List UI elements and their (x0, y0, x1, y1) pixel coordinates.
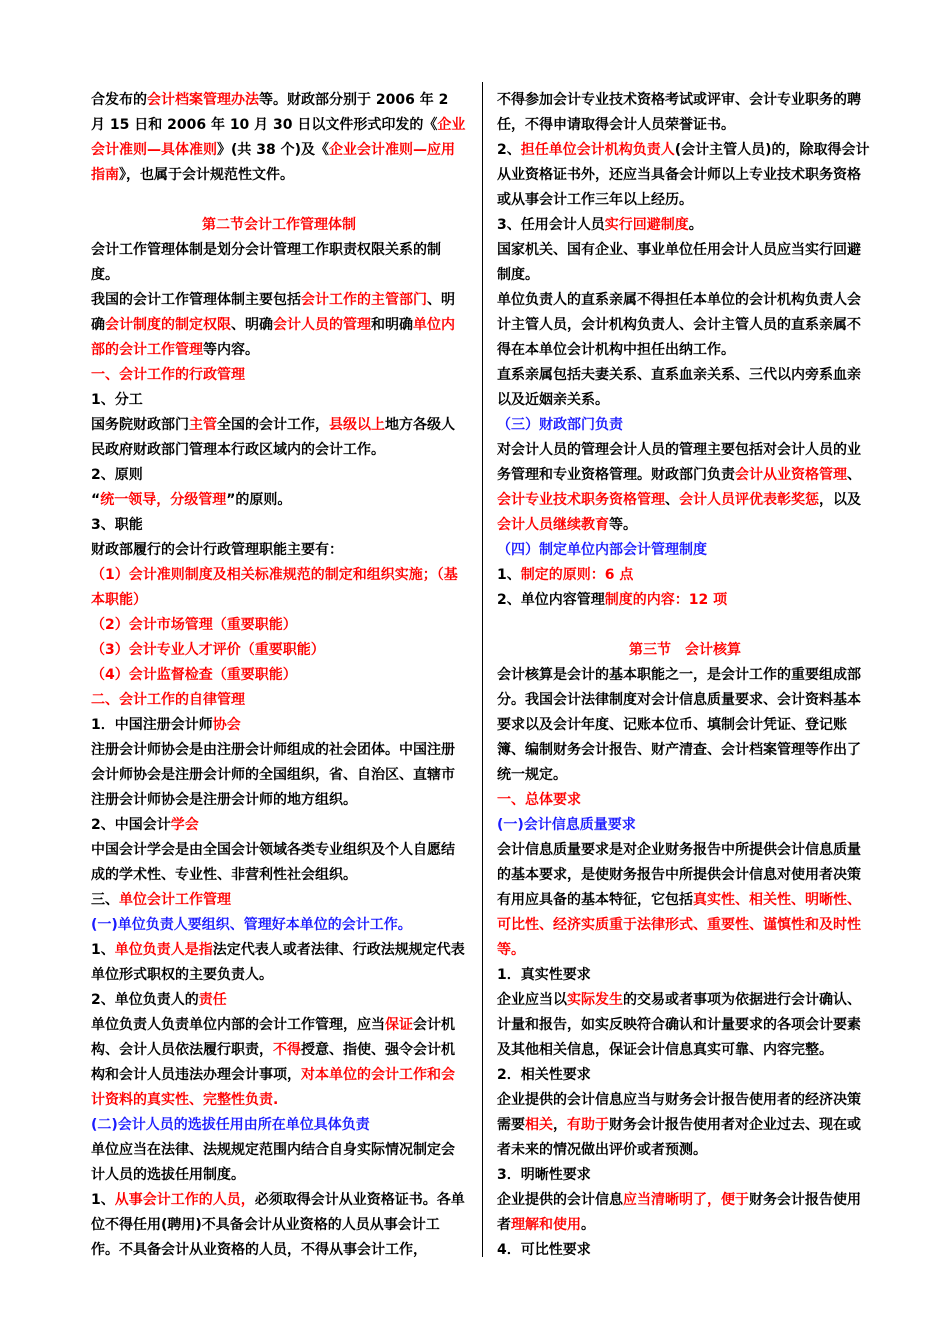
paragraph (91, 688, 467, 713)
paragraph (91, 613, 467, 638)
highlighted-text: 应当清晰明了， (623, 1192, 721, 1208)
text-run: 地方各级人民政府财政部门管理本行政区域内的会计工作。 (91, 417, 455, 458)
text-run: 3、职能 (91, 517, 143, 533)
text-run: “ (91, 492, 101, 508)
column-divider (482, 82, 483, 1257)
text-run: 全国的会计工作， (217, 417, 329, 433)
text-run: ，以及 (819, 492, 861, 508)
highlighted-text: 真实性、相关性、明晰性、可比性、经济实质重于法律形式、重要性、谨慎性和及时性等。 (497, 892, 861, 958)
text-run: 必须取得会计从业资格证书。各单位不得任用(聘用)不具备会计从业资格的人员从事会计工作。不具备会计从业资格的人员，不得从事会计工作， (91, 1192, 465, 1258)
paragraph (91, 238, 467, 288)
paragraph (91, 88, 467, 188)
text-run: 直系亲属包括夫妻关系、直系血亲关系、三代以内旁系血亲以及近姻亲关系。 (497, 367, 861, 408)
text-run: ”的原则。 (226, 492, 292, 508)
highlighted-text: 会计人员评优表彰奖惩 (679, 492, 819, 508)
paragraph (91, 738, 467, 813)
paragraph (91, 1188, 467, 1263)
paragraph (91, 488, 467, 513)
highlighted-text: 统一领导，分级管理 (100, 492, 227, 508)
paragraph (497, 363, 873, 413)
highlighted-text: （4）会计监督检查（重要职能） (91, 667, 297, 683)
text-run: 等。 (609, 517, 637, 533)
paragraph (497, 213, 873, 238)
text-run: 4．可比性要求 (497, 1242, 591, 1258)
subheading-text: （四）制定单位内部会计管理制度 (497, 542, 707, 558)
highlighted-text: 担任单位会计机构负责人 (520, 142, 675, 158)
paragraph (497, 88, 873, 138)
right-column (497, 88, 873, 1263)
text-run: 等内容。 (203, 342, 259, 358)
highlighted-text: 有助于 (567, 1117, 609, 1133)
paragraph (497, 238, 873, 288)
text-run: 企业提供的会计信息应当与财务会计报告使用者的经济决策需要 (497, 1092, 861, 1133)
paragraph (497, 963, 873, 988)
highlighted-text: 制定的原则：6 点 (520, 567, 634, 583)
text-run: 》，也属于会计规范性文件。 (119, 167, 294, 183)
paragraph (497, 413, 873, 438)
text-run: 会计信息质量要求是对企业财务报告中所提供会计信息质量的基本要求，是使财务报告中所提供会计信息对使用者决策有用应具备的基本特征，它包括 (497, 842, 861, 908)
text-run: 。 (688, 217, 703, 233)
text-run: 2、原则 (91, 467, 143, 483)
text-run: 、 (665, 492, 679, 508)
text-run: 不得参加会计专业技术资格考试或评审、会计专业职务的聘任，不得申请取得会计人员荣誉证书。 (497, 92, 861, 133)
paragraph (497, 438, 873, 538)
highlighted-text: 对本单位的会计工作和会计资料的真实性、完整性负责. (91, 1067, 455, 1108)
text-run: 1、分工 (91, 392, 143, 408)
paragraph (91, 913, 467, 938)
paragraph (497, 288, 873, 363)
paragraph (91, 463, 467, 488)
text-run: 1、 (91, 942, 115, 958)
text-run: 对会计人员的管理会计人员的管理主要包括对会计人员的业务管理和专业资格管理。财政部门负责 (497, 442, 861, 483)
subheading-text: (一)会计信息质量要求 (497, 817, 636, 833)
paragraph (497, 788, 873, 813)
text-run: 3、任用会计人员 (497, 217, 605, 233)
text-run: 单位应当在法律、法规规定范围内结合自身实际情况制定会计人员的选拔任用制度。 (91, 1142, 455, 1183)
highlighted-text: 第三节 会计核算 (629, 642, 741, 658)
text-run: 财务会计报告使用者对企业过去、现在或者未来的情况做出评价或者预测。 (497, 1117, 861, 1158)
section-heading (91, 213, 467, 238)
paragraph-spacer (91, 188, 467, 213)
highlighted-text: 从事会计工作的人员， (114, 1192, 255, 1208)
text-run: 企业应当以 (497, 992, 567, 1008)
subheading-text: (二)会计人员的选拔任用由所在单位具体负责 (91, 1117, 370, 1133)
paragraph (497, 538, 873, 563)
highlighted-text: 会计工作的主管部门 (301, 292, 427, 308)
highlighted-text: 学会 (170, 817, 199, 833)
text-run: 国务院财政部门 (91, 417, 189, 433)
text-run: 合发布的 (91, 92, 147, 108)
paragraph (91, 563, 467, 613)
paragraph (497, 813, 873, 838)
text-run: 我国的会计工作管理体制主要包括 (91, 292, 301, 308)
paragraph (497, 1088, 873, 1163)
highlighted-text: 二、会计工作的自律管理 (91, 692, 245, 708)
text-run: 三、 (91, 892, 119, 908)
text-run: 2、单位内容管理 (497, 592, 605, 608)
section-heading (497, 638, 873, 663)
paragraph (91, 1113, 467, 1138)
paragraph (91, 638, 467, 663)
text-run: 法定代表人或者法律、行政法规规定代表单位形式职权的主要负责人。 (91, 942, 465, 983)
highlighted-text: 责任 (198, 992, 227, 1008)
subheading-text: (一)单位负责人要组织、管理好本单位的会计工作。 (91, 917, 412, 933)
text-run: 。 (581, 1217, 595, 1233)
text-run: 2、中国会计 (91, 817, 171, 833)
text-run: 、明确 (91, 292, 455, 333)
text-run: (会计主管人员)的，除取得会计从业资格证书外，还应当具备会计师以上专业技术职务资格或从事会计工作三年以上经历。 (497, 142, 870, 208)
highlighted-text: 企业会计准则—应用指南 (91, 142, 456, 183)
highlighted-text: （1）会计准则制度及相关标准规范的制定和组织实施；（基本职能） (91, 567, 458, 608)
text-run: 的交易或者事项为依据进行会计确认、计量和报告，如实反映符合确认和计量要求的各项会计要素及其他相关信息，保证会计信息真实可靠、内容完整。 (497, 992, 861, 1058)
text-run: 财务会计报告使用者 (497, 1192, 861, 1233)
paragraph (91, 888, 467, 913)
text-run: 国家机关、国有企业、事业单位任用会计人员应当实行回避制度。 (497, 242, 861, 283)
text-run: 企业提供的会计信息 (497, 1192, 623, 1208)
highlighted-text: 第二节会计工作管理体制 (202, 217, 356, 233)
highlighted-text: 实际发生 (567, 992, 623, 1008)
paragraph (497, 663, 873, 788)
text-run: 和明确 (371, 317, 413, 333)
highlighted-text: 一、会计工作的行政管理 (91, 367, 245, 383)
highlighted-text: 便于 (721, 1192, 749, 1208)
paragraph (91, 1013, 467, 1113)
left-column (91, 88, 467, 1263)
text-run: 3．明晰性要求 (497, 1167, 591, 1183)
paragraph (497, 138, 873, 213)
text-run: 2、 (497, 142, 521, 158)
paragraph (91, 1138, 467, 1188)
paragraph (91, 538, 467, 563)
paragraph (497, 588, 873, 613)
text-run: 等。财政部分别于 2006 年 2 月 15 日和 2006 年 10 月 30 日以文件形式印发的《 (91, 92, 449, 133)
highlighted-text: （3）会计专业人才评价（重要职能） (91, 642, 325, 658)
paragraph (91, 413, 467, 463)
highlighted-text: 企业会计准则—具体准则 (91, 117, 466, 158)
highlighted-text: 单位负责人是指 (114, 942, 213, 958)
text-run: 会计核算是会计的基本职能之一，是会计工作的重要组成部分。我国会计法律制度对会计信息质量要求、会计资料基本要求以及会计年度、记账本位币、填制会计凭证、登记账簿、编制财务会计报告、财产清查、会计档案管理等作出了统一规定。 (497, 667, 861, 783)
text-run: 2、单位负责人的 (91, 992, 199, 1008)
paragraph (91, 663, 467, 688)
highlighted-text: （2）会计市场管理（重要职能） (91, 617, 297, 633)
paragraph (91, 988, 467, 1013)
highlighted-text: 会计制度的制定权限 (105, 317, 231, 333)
highlighted-text: 不得 (273, 1042, 301, 1058)
text-run: 2．相关性要求 (497, 1067, 591, 1083)
text-run: 授意、指使、强令会计机构和会计人员违法办理会计事项， (91, 1042, 455, 1083)
highlighted-text: 县级以上 (329, 417, 385, 433)
text-run: 单位负责人负责单位内部的会计工作管理，应当 (91, 1017, 385, 1033)
paragraph (91, 288, 467, 363)
text-run: 1．真实性要求 (497, 967, 591, 983)
highlighted-text: 主管 (189, 417, 217, 433)
highlighted-text: 保证 (385, 1017, 413, 1033)
paragraph (497, 1063, 873, 1088)
text-run: 1、 (91, 1192, 115, 1208)
highlighted-text: 单位会计工作管理 (119, 892, 231, 908)
paragraph (91, 813, 467, 838)
paragraph (497, 838, 873, 963)
text-run: 会计工作管理体制是划分会计管理工作职责权限关系的制度。 (91, 242, 441, 283)
highlighted-text: 一、总体要求 (497, 792, 581, 808)
text-run: 注册会计师协会是由注册会计师组成的社会团体。中国注册会计师协会是注册会计师的全国组织，省、自治区、直辖市注册会计师协会是注册会计师的地方组织。 (91, 742, 455, 808)
paragraph (91, 513, 467, 538)
text-run: 1、 (497, 567, 521, 583)
paragraph (497, 1238, 873, 1263)
text-run: 财政部履行的会计行政管理职能主要有： (91, 542, 343, 558)
highlighted-text: 会计从业资格管理 (735, 467, 847, 483)
paragraph (91, 838, 467, 888)
highlighted-text: 制度的内容：12 项 (604, 592, 728, 608)
subheading-text: （三）财政部门负责 (497, 417, 623, 433)
paragraph (91, 388, 467, 413)
text-run: 、明确 (231, 317, 273, 333)
text-run: 中国会计学会是由全国会计领域各类专业组织及个人自愿结成的学术性、专业性、非营利性社会组织。 (91, 842, 455, 883)
paragraph (497, 1188, 873, 1238)
highlighted-text: 会计人员继续教育 (497, 517, 609, 533)
highlighted-text: 理解和使用 (511, 1217, 581, 1233)
paragraph (91, 713, 467, 738)
text-run: ， (553, 1117, 567, 1133)
highlighted-text: 协会 (212, 717, 241, 733)
highlighted-text: 单位内部的会计工作管理 (91, 317, 455, 358)
text-run: 会计机构、会计人员依法履行职责， (91, 1017, 455, 1058)
highlighted-text: 会计专业技术职务资格管理 (497, 492, 665, 508)
paragraph (91, 363, 467, 388)
paragraph (497, 988, 873, 1063)
highlighted-text: 相关 (525, 1117, 553, 1133)
text-run: 单位负责人的直系亲属不得担任本单位的会计机构负责人会计主管人员，会计机构负责人、会计主管人员的直系亲属不得在本单位会计机构中担任出纳工作。 (497, 292, 861, 358)
paragraph (497, 1163, 873, 1188)
paragraph (91, 938, 467, 988)
highlighted-text: 实行回避制度 (604, 217, 689, 233)
highlighted-text: 会计人员的管理 (273, 317, 371, 333)
paragraph-spacer (497, 613, 873, 638)
text-run: 1．中国注册会计师 (91, 717, 213, 733)
highlighted-text: 会计档案管理办法 (147, 92, 259, 108)
text-run: 、 (847, 467, 861, 483)
paragraph (497, 563, 873, 588)
text-run: 》(共 38 个)及《 (217, 142, 330, 158)
